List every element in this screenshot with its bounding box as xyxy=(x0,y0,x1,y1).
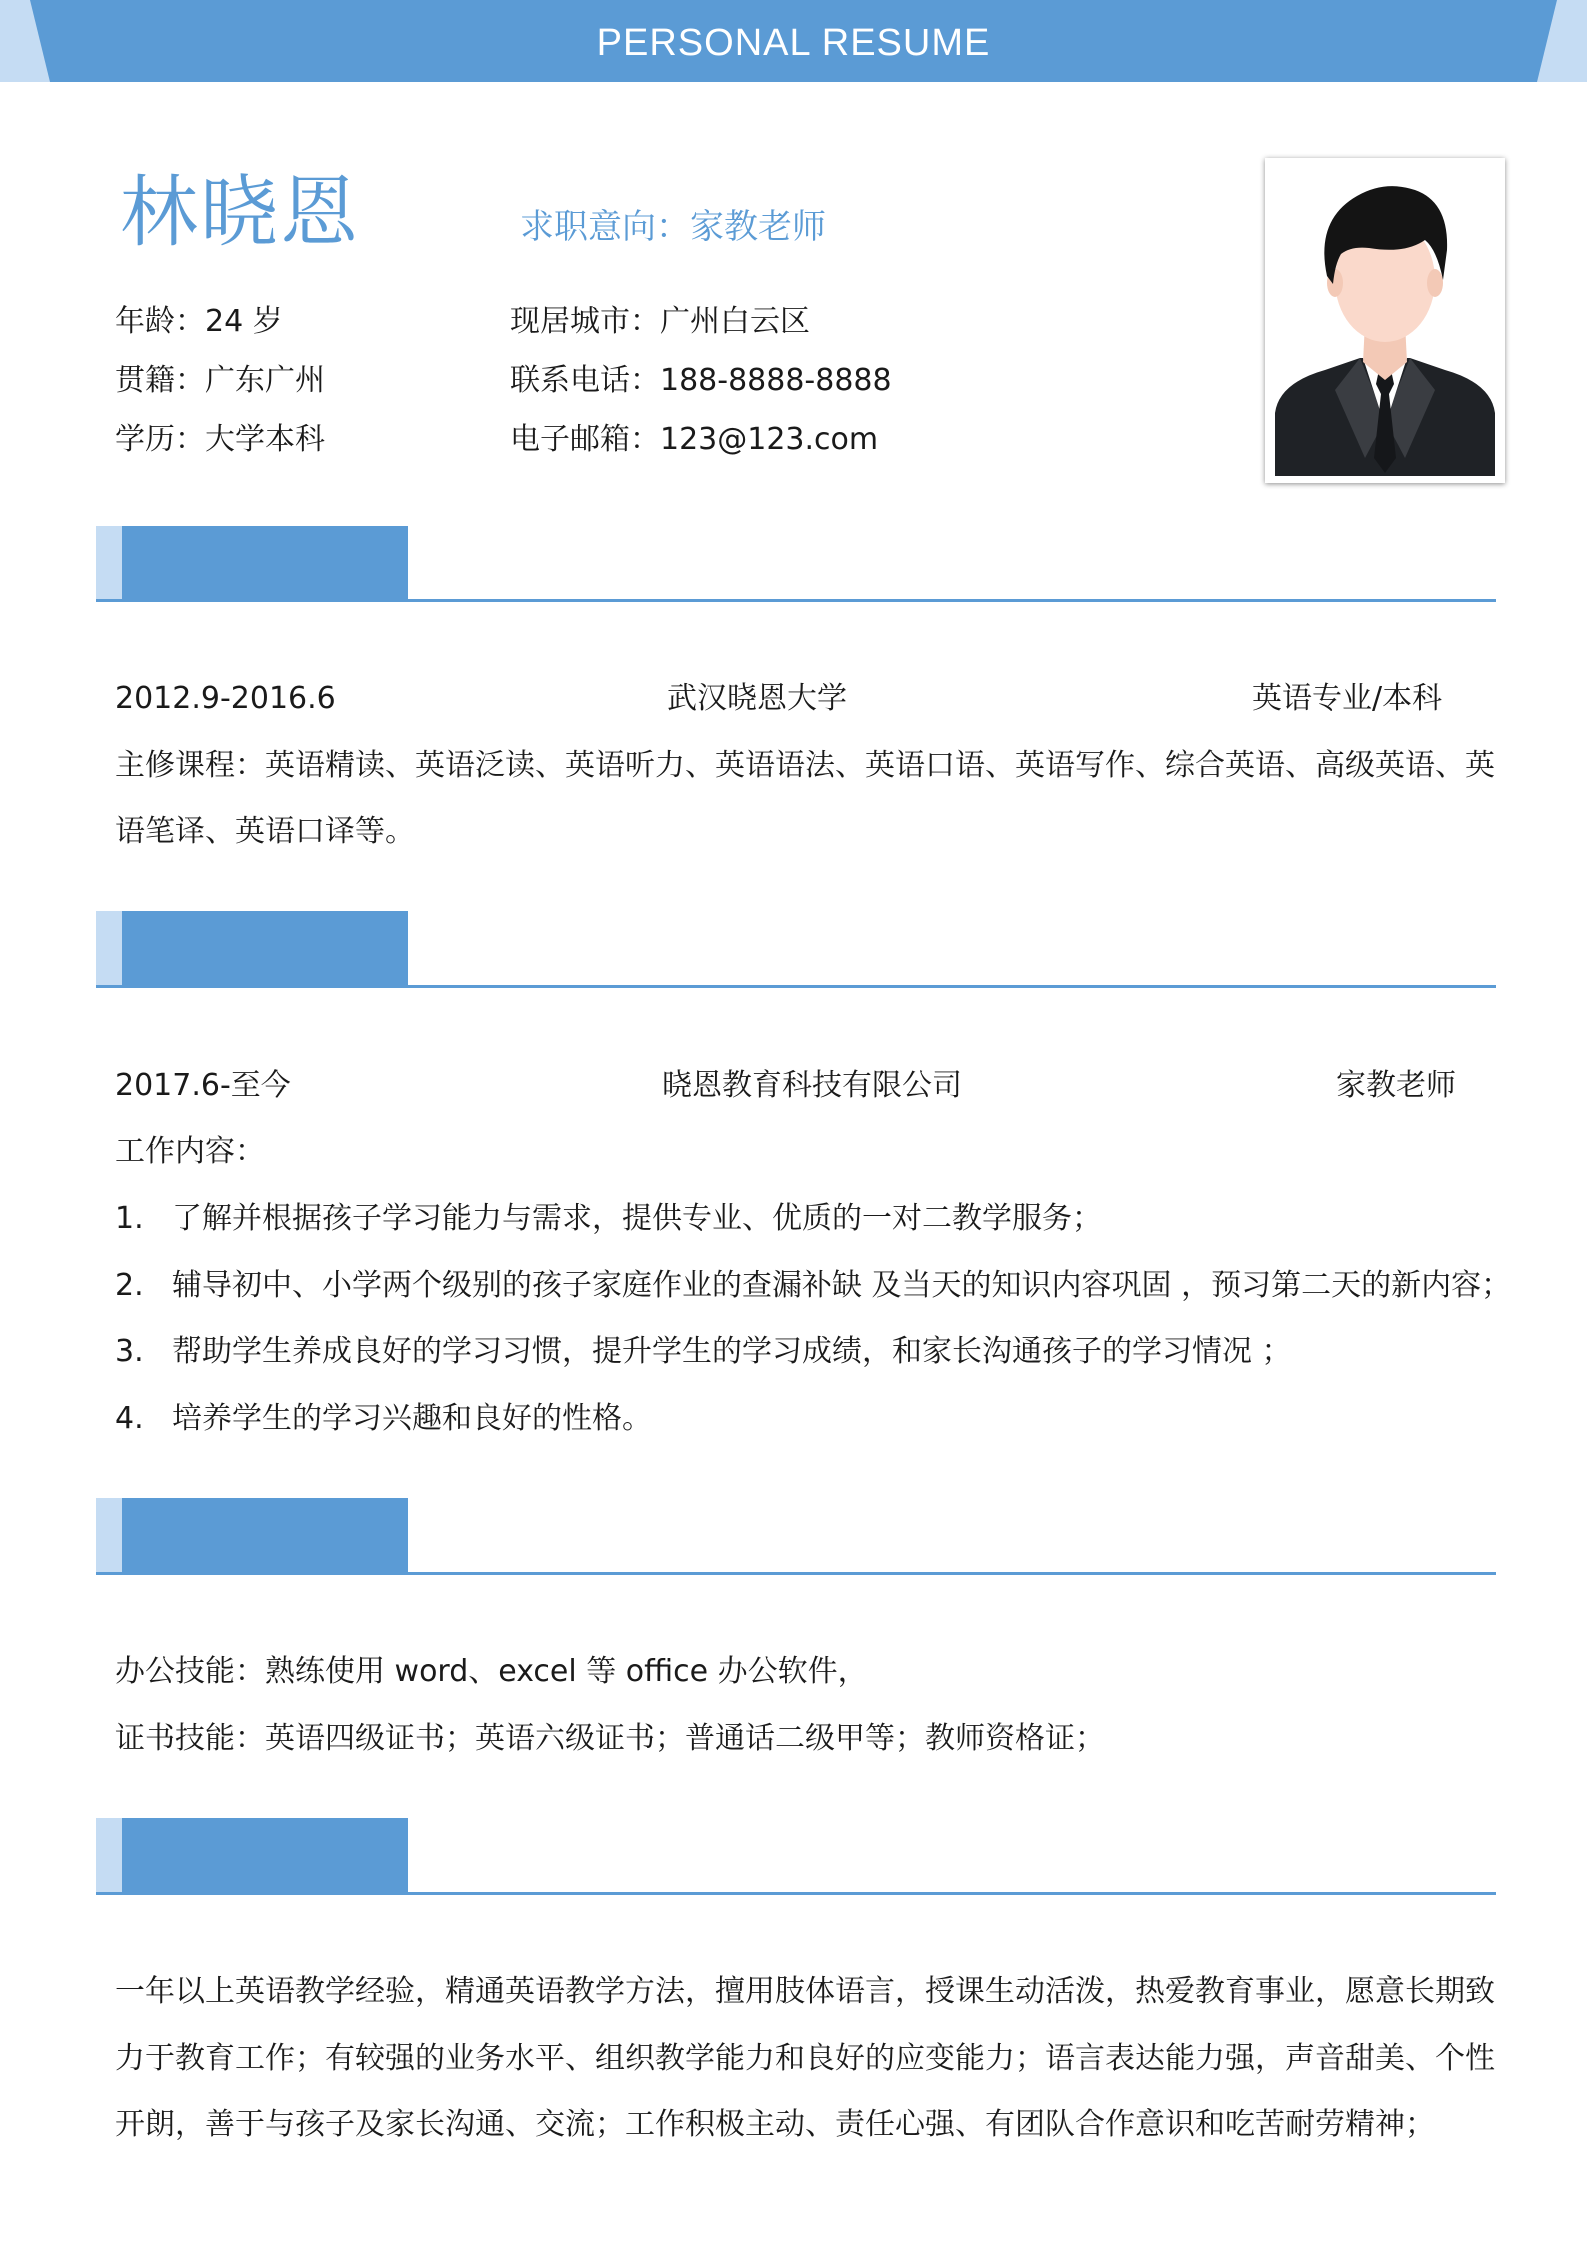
skills-certificates: 证书技能：英语四级证书；英语六级证书；普通话二级甲等；教师资格证； xyxy=(115,1721,1105,1756)
education-school: 武汉晓恩大学 xyxy=(667,681,847,716)
education-courses-line2: 语笔译、英语口译等。 xyxy=(115,814,415,849)
profile-photo xyxy=(1265,158,1505,483)
work-item-number: 3. xyxy=(115,1334,144,1369)
work-item-number: 2. xyxy=(115,1268,144,1303)
work-item-text: 了解并根据孩子学习能力与需求，提供专业、优质的一对二教学服务； xyxy=(172,1201,1102,1236)
work-period: 2017.6-至今 xyxy=(115,1068,291,1103)
work-item-text: 帮助学生养成良好的学习习惯，提升学生的学习成绩，和家长沟通孩子的学习情况 ； xyxy=(172,1334,1292,1369)
evaluation-line3: 开朗，善于与孩子及家长沟通、交流；工作积极主动、责任心强、有团队合作意识和吃苦耐劳精神； xyxy=(115,2107,1435,2142)
section-skills-header xyxy=(122,1498,408,1574)
section-evaluation-divider xyxy=(96,1892,1496,1895)
candidate-name: 林晓恩 xyxy=(120,168,361,258)
work-company: 晓恩教育科技有限公司 xyxy=(662,1068,962,1103)
section-work-header xyxy=(122,911,408,987)
education-major: 英语专业/本科 xyxy=(1252,681,1443,716)
section-skills-divider xyxy=(96,1572,1496,1575)
section-skills-accent xyxy=(96,1498,122,1574)
work-item-text: 辅导初中、小学两个级别的孩子家庭作业的查漏补缺 及当天的知识内容巩固 ，预习第二天的新内容； xyxy=(172,1268,1512,1303)
section-evaluation-header xyxy=(122,1818,408,1894)
info-education: 学历：大学本科 xyxy=(115,422,325,457)
section-evaluation-accent xyxy=(96,1818,122,1894)
section-education-accent xyxy=(96,526,122,602)
work-item-number: 4. xyxy=(115,1401,144,1436)
avatar-icon xyxy=(1265,158,1505,483)
work-item-number: 1. xyxy=(115,1201,144,1236)
evaluation-line2: 力于教育工作；有较强的业务水平、组织教学能力和良好的应变能力；语言表达能力强，声音甜美、个性 xyxy=(115,2041,1495,2076)
education-courses-line1: 主修课程：英语精读、英语泛读、英语听力、英语语法、英语口语、英语写作、综合英语、高级英语、英 xyxy=(115,748,1495,783)
section-work-divider xyxy=(96,985,1496,988)
education-period: 2012.9-2016.6 xyxy=(115,681,336,716)
info-age: 年龄：24 岁 xyxy=(115,304,283,339)
info-city: 现居城市：广州白云区 xyxy=(510,304,810,339)
evaluation-line1: 一年以上英语教学经验，精通英语教学方法，擅用肢体语言，授课生动活泼，热爱教育事业，愿意长期致 xyxy=(115,1974,1495,2009)
section-work-accent xyxy=(96,911,122,987)
work-item-text: 培养学生的学习兴趣和良好的性格。 xyxy=(172,1401,652,1436)
section-education-divider xyxy=(96,599,1496,602)
info-email: 电子邮箱：123@123.com xyxy=(510,422,879,457)
skills-office: 办公技能：熟练使用 word、excel 等 office 办公软件， xyxy=(115,1654,868,1689)
info-hometown: 贯籍：广东广州 xyxy=(115,363,325,398)
info-phone: 联系电话：188-8888-8888 xyxy=(510,363,892,398)
work-content-label: 工作内容： xyxy=(115,1134,265,1169)
job-intent: 求职意向：家教老师 xyxy=(520,207,826,247)
work-position: 家教老师 xyxy=(1336,1068,1456,1103)
banner-title: PERSONAL RESUME xyxy=(596,22,991,64)
section-education-header xyxy=(122,526,408,602)
